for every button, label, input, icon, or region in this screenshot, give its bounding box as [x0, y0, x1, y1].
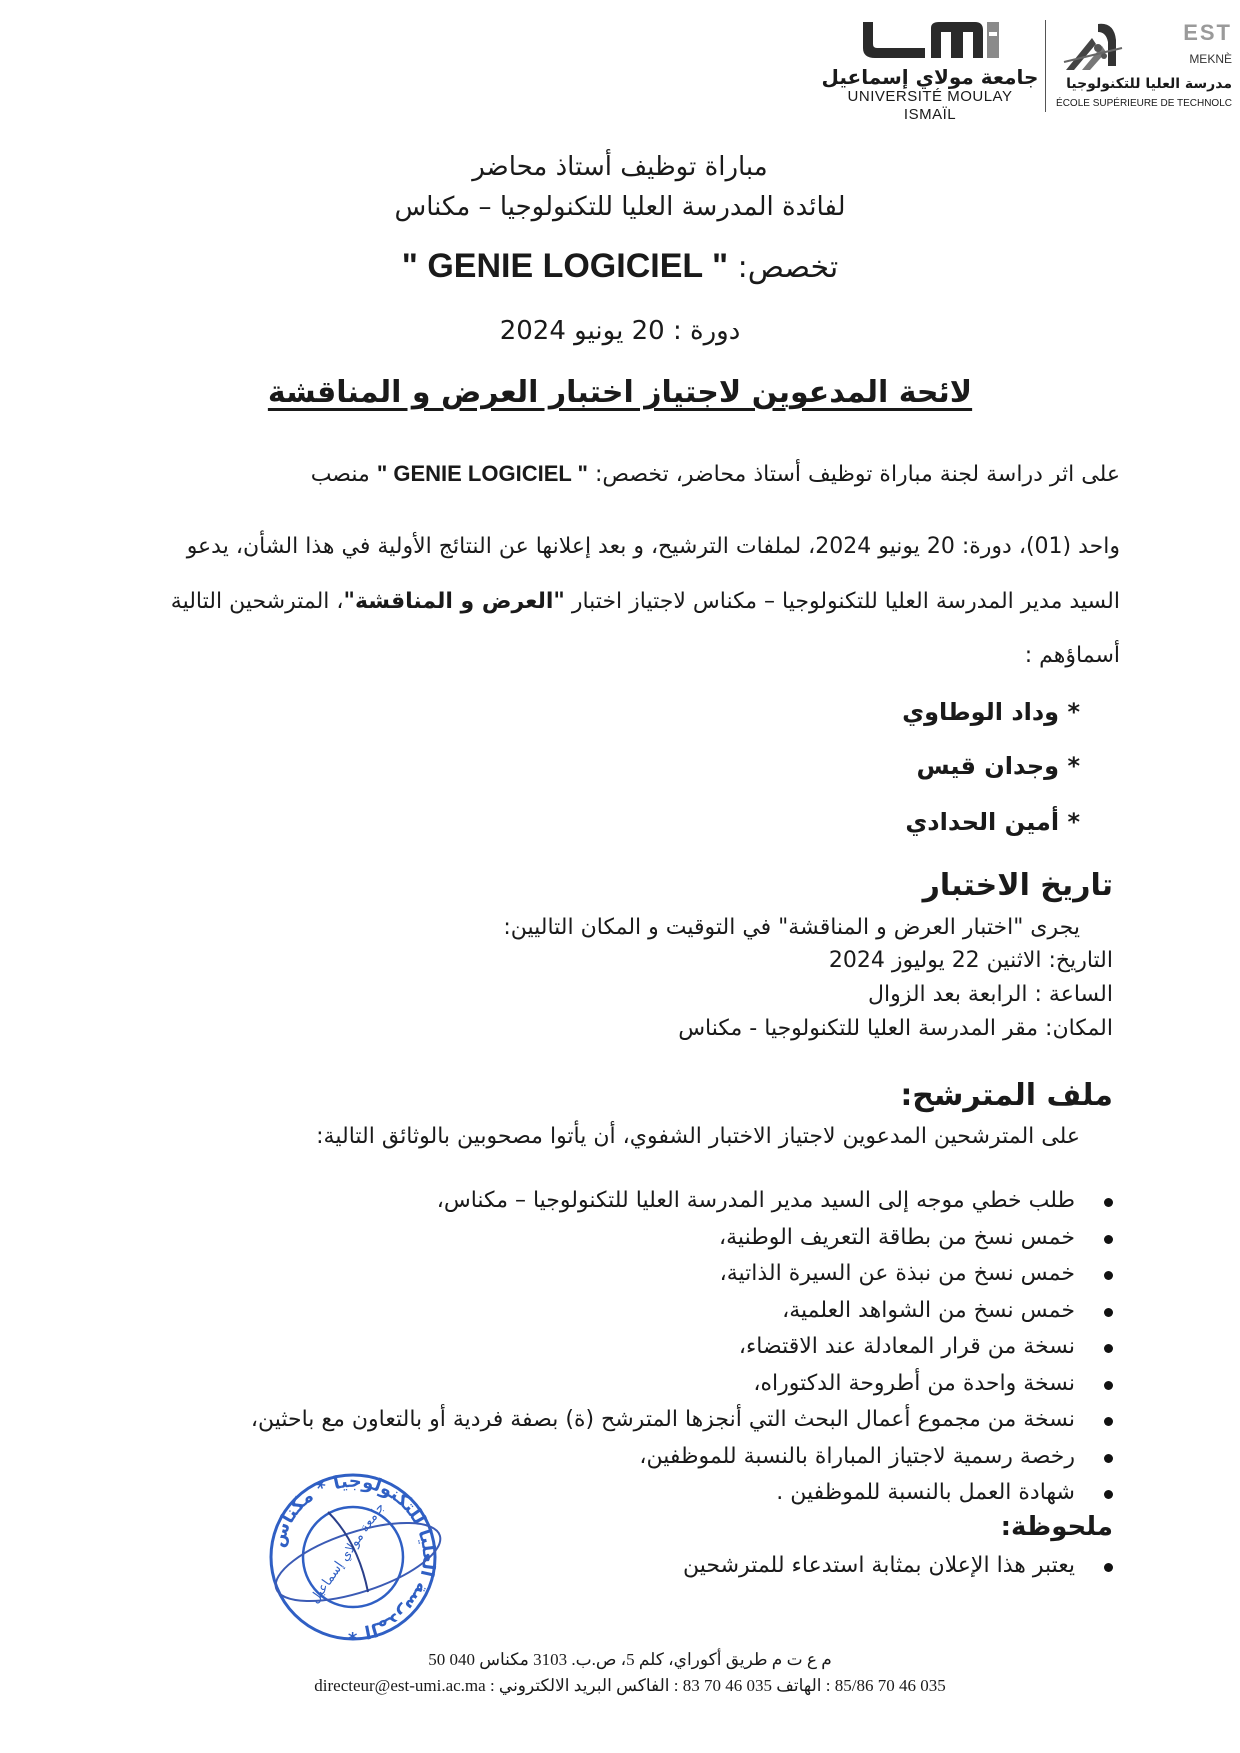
document-item: خمس نسخ من الشواهد العلمية، — [113, 1293, 1113, 1330]
document-item: نسخة من مجموع أعمال البحث التي أنجزها المترشح (ة) بصفة فردية أو بالتعاون مع باحثين، — [113, 1402, 1113, 1439]
university-name-ar: جامعة مولاي إسماعيل — [821, 65, 1039, 89]
bullet-icon — [1104, 1417, 1113, 1426]
document-item: خمس نسخ من بطاقة التعريف الوطنية، — [113, 1220, 1113, 1257]
paragraph-line-3 — [171, 589, 1120, 614]
school-name-fr: ÉCOLE SUPÉRIEURE DE TECHNOLC — [1056, 98, 1232, 109]
logo-divider — [1045, 20, 1046, 112]
document-item: نسخة من قرار المعادلة عند الاقتضاء، — [113, 1329, 1113, 1366]
bullet-icon — [1104, 1344, 1113, 1353]
bullet-icon — [1104, 1235, 1113, 1244]
school-abbr: EST — [1183, 20, 1232, 45]
exam-time: الساعة : الرابعة بعد الزوال — [867, 982, 1113, 1007]
candidate-name: * وجدان قيس — [916, 752, 1080, 780]
paragraph-line-3-start: السيد مدير المدرسة العليا للتكنولوجيا – مكناس لاجتياز اختبار — [571, 589, 1120, 614]
school-logo — [1056, 18, 1232, 118]
paragraph-specialty: " GENIE LOGICIEL " — [376, 461, 588, 486]
paragraph-line-4: أسماؤهم : — [1024, 643, 1120, 668]
document-item: شهادة العمل بالنسبة للموظفين . — [113, 1475, 1113, 1512]
exam-place: المكان: مقر المدرسة العليا للتكنولوجيا - مكناس — [678, 1016, 1113, 1041]
document-item: رخصة رسمية لاجتياز المباراة بالنسبة للموظفين، — [113, 1439, 1113, 1476]
school-city: MEKNÈ — [1189, 52, 1232, 66]
bullet-icon — [1104, 1198, 1113, 1207]
university-logo — [820, 18, 1040, 123]
title-line-2: لفائدة المدرسة العليا للتكنولوجيا – مكناس — [394, 192, 846, 222]
bullet-icon — [1104, 1490, 1113, 1499]
title-line-1: مباراة توظيف أستاذ محاضر — [472, 152, 768, 182]
paragraph-exam-name: "العرض و المناقشة" — [343, 589, 565, 614]
bullet-icon — [1104, 1563, 1113, 1572]
paragraph-line-1 — [311, 461, 1120, 487]
candidate-name: * وداد الوطاوي — [902, 698, 1080, 726]
umi-logo-icon — [855, 18, 1005, 64]
candidate-name: * أمين الحدادي — [905, 808, 1080, 836]
paragraph-line-3-end: ، المترشحين التالية — [170, 589, 344, 614]
exam-intro: يجرى "اختبار العرض و المناقشة" في التوقيت و المكان التاليين: — [503, 915, 1080, 940]
bullet-icon — [1104, 1381, 1113, 1390]
official-stamp — [258, 1462, 448, 1642]
paragraph-line-1-text: على اثر دراسة لجنة مباراة توظيف أستاذ محاضر، تخصص: — [594, 462, 1120, 487]
footer-address: م ع ت م طريق أكوراي، كلم 5، ص.ب. 3103 مكناس 040 50 — [428, 1650, 832, 1669]
bullet-icon — [1104, 1454, 1113, 1463]
specialty-label: تخصص: — [737, 250, 839, 285]
university-name-fr: UNIVERSITÉ MOULAY ISMAÏL — [847, 88, 1013, 123]
list-title: لائحة المدعوين لاجتياز اختبار العرض و المناقشة — [267, 375, 973, 410]
candidate-file-intro: على المترشحين المدعوين لاجتياز الاختبار الشفوي، أن يأتوا مصحوبين بالوثائق التالية: — [316, 1124, 1080, 1149]
paragraph-line-1-end: منصب — [310, 462, 370, 487]
paragraph-line-2: واحد (01)، دورة: 20 يونيو 2024، لملفات الترشيح، و بعد إعلانها عن النتائج الأولية في هذا الشأن، يدعو — [186, 534, 1120, 559]
school-name-ar: مدرسة العليا للتكنولوجيا — [1066, 76, 1232, 92]
est-logo-icon — [1062, 18, 1132, 74]
specialty-value: " GENIE LOGICIEL " — [401, 247, 729, 285]
bullet-icon — [1104, 1308, 1113, 1317]
document-item: خمس نسخ من نبذة عن السيرة الذاتية، — [113, 1256, 1113, 1293]
exam-date: التاريخ: الاثنين 22 يوليوز 2024 — [828, 948, 1113, 973]
bullet-icon — [1104, 1271, 1113, 1280]
official-stamp-icon — [258, 1462, 448, 1642]
candidate-file-heading: ملف المترشح: — [900, 1078, 1113, 1113]
footer-contact: 035 46 70 85/86 : الهاتف 035 46 70 83 : الفاكس البريد الالكتروني : directeur@est-umi.ac.ma — [314, 1676, 946, 1695]
stamp-outer-text: المدرسة العليا للتكنولوجيا * مكناس * — [267, 1470, 440, 1642]
note-item: يعتبر هذا الإعلان بمثابة استدعاء للمترشحين — [313, 1548, 1113, 1585]
stamp-inner-text: جامعة مولاي إسماعيل — [307, 1500, 389, 1607]
document-item: طلب خطي موجه إلى السيد مدير المدرسة العليا للتكنولوجيا – مكناس، — [113, 1183, 1113, 1220]
document-item: نسخة واحدة من أطروحة الدكتوراه، — [113, 1366, 1113, 1403]
session-line: دورة : 20 يونيو 2024 — [499, 316, 741, 346]
specialty-line — [0, 247, 1240, 286]
note-heading: ملحوظة: — [1000, 1512, 1113, 1542]
exam-date-heading: تاريخ الاختبار — [922, 868, 1113, 903]
